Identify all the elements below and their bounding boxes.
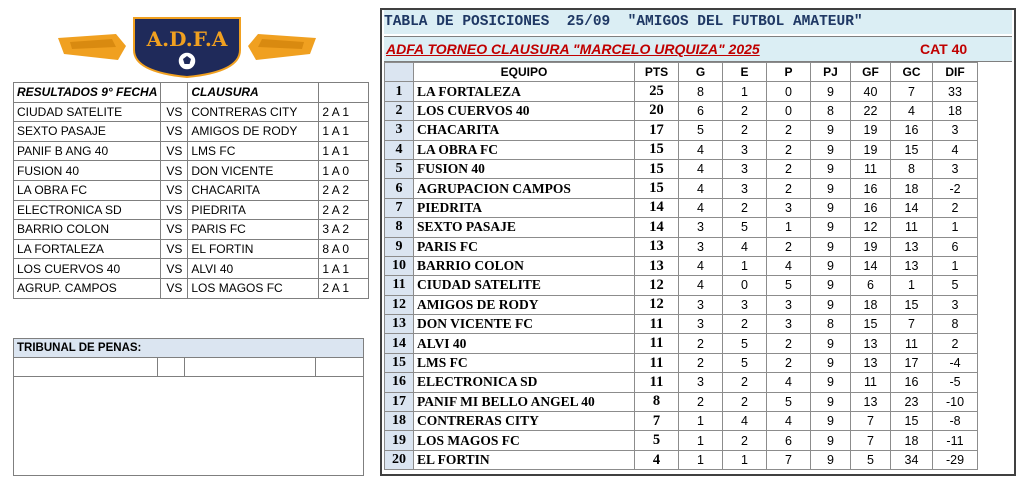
standing-team: EL FORTIN <box>414 450 635 469</box>
standing-position: 6 <box>385 179 414 198</box>
standing-position: 16 <box>385 373 414 392</box>
standing-drawn: 1 <box>723 82 767 101</box>
result-home-team: SEXTO PASAJE <box>14 122 161 142</box>
standing-drawn: 1 <box>723 256 767 275</box>
result-away-team: CHACARITA <box>188 180 319 200</box>
standing-goal-diff: 5 <box>933 276 978 295</box>
standing-row <box>385 431 978 450</box>
standing-position: 8 <box>385 218 414 237</box>
standing-played: 9 <box>811 373 851 392</box>
standing-team: FUSION 40 <box>414 159 635 178</box>
standing-drawn: 3 <box>723 179 767 198</box>
result-row <box>14 239 369 259</box>
standing-goal-diff: 2 <box>933 198 978 217</box>
standing-played: 9 <box>811 256 851 275</box>
standing-played: 8 <box>811 315 851 334</box>
result-home-team: PANIF B ANG 40 <box>14 141 161 161</box>
standing-row <box>385 353 978 372</box>
standing-lost: 7 <box>767 450 811 469</box>
result-away-team: PARIS FC <box>188 220 319 240</box>
standing-position: 10 <box>385 256 414 275</box>
standing-points: 15 <box>635 140 679 159</box>
standing-goals-for: 11 <box>851 373 891 392</box>
standing-drawn: 2 <box>723 315 767 334</box>
result-score: 1 A 0 <box>319 161 369 181</box>
result-score: 8 A 0 <box>319 239 369 259</box>
result-vs: VS <box>161 141 188 161</box>
standing-lost: 3 <box>767 295 811 314</box>
result-away-team: AMIGOS DE RODY <box>188 122 319 142</box>
standing-row <box>385 82 978 101</box>
standing-played: 8 <box>811 101 851 120</box>
standing-goals-for: 13 <box>851 353 891 372</box>
tribunal-box <box>13 338 364 476</box>
standing-position: 17 <box>385 392 414 411</box>
standing-team: SEXTO PASAJE <box>414 218 635 237</box>
standing-goals-against: 14 <box>891 198 933 217</box>
standing-won: 2 <box>679 353 723 372</box>
result-away-team: DON VICENTE <box>188 161 319 181</box>
standing-played: 9 <box>811 431 851 450</box>
standing-goals-against: 7 <box>891 315 933 334</box>
standings-table <box>384 62 978 470</box>
standing-points: 15 <box>635 159 679 178</box>
standing-points: 12 <box>635 276 679 295</box>
standing-lost: 0 <box>767 101 811 120</box>
standing-team: PARIS FC <box>414 237 635 256</box>
col-header-p: P <box>767 63 811 82</box>
standing-position: 14 <box>385 334 414 353</box>
standing-goals-for: 6 <box>851 276 891 295</box>
standing-goals-against: 18 <box>891 179 933 198</box>
standing-lost: 3 <box>767 198 811 217</box>
result-score: 3 A 2 <box>319 220 369 240</box>
standing-team: AGRUPACION CAMPOS <box>414 179 635 198</box>
standing-goals-for: 14 <box>851 256 891 275</box>
standing-drawn: 1 <box>723 450 767 469</box>
standing-drawn: 5 <box>723 218 767 237</box>
standing-position: 13 <box>385 315 414 334</box>
standing-goals-against: 34 <box>891 450 933 469</box>
standing-won: 5 <box>679 121 723 140</box>
standing-points: 13 <box>635 256 679 275</box>
standing-played: 9 <box>811 179 851 198</box>
standing-row <box>385 295 978 314</box>
standing-team: AMIGOS DE RODY <box>414 295 635 314</box>
standing-position: 15 <box>385 353 414 372</box>
standing-team: LA OBRA FC <box>414 140 635 159</box>
standing-lost: 6 <box>767 431 811 450</box>
standing-points: 13 <box>635 237 679 256</box>
result-score: 2 A 1 <box>319 278 369 298</box>
tribunal-row <box>14 358 363 377</box>
standings-title <box>384 10 1012 34</box>
standing-row <box>385 121 978 140</box>
result-vs: VS <box>161 161 188 181</box>
standing-lost: 2 <box>767 140 811 159</box>
col-header-pj: PJ <box>811 63 851 82</box>
standing-row <box>385 412 978 431</box>
standing-lost: 4 <box>767 373 811 392</box>
results-header-row <box>14 83 369 103</box>
standing-won: 3 <box>679 315 723 334</box>
results-tournament-title: CLAUSURA <box>188 83 319 103</box>
result-row <box>14 200 369 220</box>
standing-row <box>385 392 978 411</box>
standing-lost: 5 <box>767 392 811 411</box>
standing-team: ELECTRONICA SD <box>414 373 635 392</box>
standing-goals-for: 12 <box>851 218 891 237</box>
standing-team: LA FORTALEZA <box>414 82 635 101</box>
standing-goals-against: 18 <box>891 431 933 450</box>
standing-position: 9 <box>385 237 414 256</box>
standing-position: 12 <box>385 295 414 314</box>
standing-row <box>385 315 978 334</box>
standing-points: 20 <box>635 101 679 120</box>
result-away-team: LMS FC <box>188 141 319 161</box>
standing-goal-diff: 1 <box>933 256 978 275</box>
result-vs: VS <box>161 239 188 259</box>
standing-goals-against: 16 <box>891 373 933 392</box>
col-header-equipo: EQUIPO <box>414 63 635 82</box>
tournament-subtitle: ADFA TORNEO CLAUSURA "MARCELO URQUIZA" 2025 <box>386 41 760 57</box>
result-away-team: CONTRERAS CITY <box>188 102 319 122</box>
col-header-gf: GF <box>851 63 891 82</box>
standing-won: 6 <box>679 101 723 120</box>
standings-title-date: TABLA DE POSICIONES 25/09 <box>384 14 611 30</box>
standing-goals-for: 19 <box>851 121 891 140</box>
standing-drawn: 2 <box>723 392 767 411</box>
standing-row <box>385 179 978 198</box>
standing-lost: 4 <box>767 256 811 275</box>
standing-lost: 5 <box>767 276 811 295</box>
standing-drawn: 2 <box>723 198 767 217</box>
standing-won: 3 <box>679 237 723 256</box>
result-score: 2 A 1 <box>319 102 369 122</box>
standing-points: 5 <box>635 431 679 450</box>
result-row <box>14 278 369 298</box>
col-header-e: E <box>723 63 767 82</box>
standing-drawn: 3 <box>723 140 767 159</box>
col-header-pts: PTS <box>635 63 679 82</box>
standing-goals-against: 15 <box>891 412 933 431</box>
standing-position: 11 <box>385 276 414 295</box>
standing-goals-for: 13 <box>851 392 891 411</box>
standing-goals-for: 7 <box>851 412 891 431</box>
result-row <box>14 102 369 122</box>
standing-played: 9 <box>811 140 851 159</box>
col-header-gc: GC <box>891 63 933 82</box>
result-home-team: LA FORTALEZA <box>14 239 161 259</box>
standing-goal-diff: 2 <box>933 334 978 353</box>
standing-position: 4 <box>385 140 414 159</box>
result-row <box>14 220 369 240</box>
standing-lost: 0 <box>767 82 811 101</box>
result-away-team: LOS MAGOS FC <box>188 278 319 298</box>
standing-points: 15 <box>635 179 679 198</box>
result-away-team: EL FORTIN <box>188 239 319 259</box>
standing-points: 12 <box>635 295 679 314</box>
standings-header-row <box>385 63 978 82</box>
standing-goals-for: 18 <box>851 295 891 314</box>
standing-position: 3 <box>385 121 414 140</box>
result-home-team: ELECTRONICA SD <box>14 200 161 220</box>
standing-goals-against: 23 <box>891 392 933 411</box>
standing-lost: 2 <box>767 121 811 140</box>
standing-drawn: 4 <box>723 412 767 431</box>
result-row <box>14 122 369 142</box>
standing-goal-diff: -11 <box>933 431 978 450</box>
standing-won: 4 <box>679 179 723 198</box>
standing-team: CHACARITA <box>414 121 635 140</box>
result-home-team: BARRIO COLON <box>14 220 161 240</box>
standing-goals-for: 40 <box>851 82 891 101</box>
result-away-team: PIEDRITA <box>188 200 319 220</box>
standing-drawn: 3 <box>723 295 767 314</box>
result-vs: VS <box>161 200 188 220</box>
standing-played: 9 <box>811 276 851 295</box>
standing-goals-for: 11 <box>851 159 891 178</box>
standing-won: 1 <box>679 431 723 450</box>
result-vs: VS <box>161 102 188 122</box>
standing-drawn: 5 <box>723 353 767 372</box>
tribunal-title: TRIBUNAL DE PENAS: <box>14 339 363 358</box>
standing-goals-against: 7 <box>891 82 933 101</box>
standing-played: 9 <box>811 237 851 256</box>
standing-position: 2 <box>385 101 414 120</box>
standing-goals-for: 15 <box>851 315 891 334</box>
standing-won: 1 <box>679 412 723 431</box>
standing-row <box>385 101 978 120</box>
standing-goal-diff: 3 <box>933 295 978 314</box>
standing-goal-diff: 3 <box>933 159 978 178</box>
standing-points: 14 <box>635 218 679 237</box>
standing-goals-against: 15 <box>891 140 933 159</box>
standings-subtitle-bar <box>384 36 1012 62</box>
standing-won: 3 <box>679 373 723 392</box>
standing-points: 7 <box>635 412 679 431</box>
standing-points: 11 <box>635 353 679 372</box>
standing-goals-for: 5 <box>851 450 891 469</box>
standing-won: 4 <box>679 140 723 159</box>
standing-won: 1 <box>679 450 723 469</box>
result-score: 2 A 2 <box>319 200 369 220</box>
standing-position: 19 <box>385 431 414 450</box>
standing-team: DON VICENTE FC <box>414 315 635 334</box>
standing-goals-for: 16 <box>851 198 891 217</box>
standing-played: 9 <box>811 412 851 431</box>
standing-team: LOS MAGOS FC <box>414 431 635 450</box>
standing-goals-against: 4 <box>891 101 933 120</box>
result-score: 1 A 1 <box>319 122 369 142</box>
category-label: CAT 40 <box>920 41 968 57</box>
standing-drawn: 5 <box>723 334 767 353</box>
result-home-team: FUSION 40 <box>14 161 161 181</box>
standing-team: CIUDAD SATELITE <box>414 276 635 295</box>
result-vs: VS <box>161 278 188 298</box>
standing-position: 5 <box>385 159 414 178</box>
logo-letters: A.D.F.A <box>146 27 228 51</box>
standing-goals-against: 11 <box>891 218 933 237</box>
standing-goals-for: 22 <box>851 101 891 120</box>
standing-team: PANIF MI BELLO ANGEL 40 <box>414 392 635 411</box>
result-row <box>14 259 369 279</box>
standing-won: 4 <box>679 198 723 217</box>
standing-played: 9 <box>811 450 851 469</box>
standing-points: 8 <box>635 392 679 411</box>
result-vs: VS <box>161 259 188 279</box>
standing-lost: 3 <box>767 315 811 334</box>
adfa-logo <box>56 14 318 78</box>
standing-row <box>385 198 978 217</box>
standing-drawn: 2 <box>723 101 767 120</box>
standing-lost: 2 <box>767 179 811 198</box>
standing-points: 25 <box>635 82 679 101</box>
standing-position: 7 <box>385 198 414 217</box>
standing-row <box>385 276 978 295</box>
result-score: 1 A 1 <box>319 141 369 161</box>
standing-goal-diff: 33 <box>933 82 978 101</box>
standing-goal-diff: -5 <box>933 373 978 392</box>
standing-team: PIEDRITA <box>414 198 635 217</box>
standing-team: BARRIO COLON <box>414 256 635 275</box>
results-table <box>13 82 369 299</box>
standing-goal-diff: 18 <box>933 101 978 120</box>
standing-row <box>385 140 978 159</box>
standing-played: 9 <box>811 334 851 353</box>
standing-row <box>385 334 978 353</box>
standing-team: CONTRERAS CITY <box>414 412 635 431</box>
standing-lost: 2 <box>767 334 811 353</box>
standing-row <box>385 373 978 392</box>
standing-team: LOS CUERVOS 40 <box>414 101 635 120</box>
standing-goal-diff: 3 <box>933 121 978 140</box>
standing-won: 2 <box>679 392 723 411</box>
standing-goal-diff: 8 <box>933 315 978 334</box>
standing-won: 8 <box>679 82 723 101</box>
standings-title-league: "AMIGOS DEL FUTBOL AMATEUR" <box>627 14 863 30</box>
standing-points: 4 <box>635 450 679 469</box>
standing-played: 9 <box>811 353 851 372</box>
standing-lost: 1 <box>767 218 811 237</box>
standing-lost: 2 <box>767 353 811 372</box>
standing-goal-diff: 1 <box>933 218 978 237</box>
standing-team: LMS FC <box>414 353 635 372</box>
standing-goal-diff: 4 <box>933 140 978 159</box>
standing-goals-against: 15 <box>891 295 933 314</box>
standing-goals-for: 13 <box>851 334 891 353</box>
standing-goals-against: 13 <box>891 237 933 256</box>
result-row <box>14 161 369 181</box>
standing-team: ALVI 40 <box>414 334 635 353</box>
col-header-g: G <box>679 63 723 82</box>
standing-goals-against: 17 <box>891 353 933 372</box>
standing-goal-diff: 6 <box>933 237 978 256</box>
standing-lost: 2 <box>767 159 811 178</box>
standing-row <box>385 218 978 237</box>
standing-goal-diff: -4 <box>933 353 978 372</box>
standing-played: 9 <box>811 82 851 101</box>
standing-won: 4 <box>679 256 723 275</box>
result-away-team: ALVI 40 <box>188 259 319 279</box>
standing-played: 9 <box>811 218 851 237</box>
standing-goals-for: 16 <box>851 179 891 198</box>
col-header-dif: DIF <box>933 63 978 82</box>
standing-goal-diff: -8 <box>933 412 978 431</box>
standing-drawn: 0 <box>723 276 767 295</box>
standing-row <box>385 159 978 178</box>
standing-goal-diff: -2 <box>933 179 978 198</box>
standing-drawn: 4 <box>723 237 767 256</box>
standing-row <box>385 450 978 469</box>
standing-drawn: 2 <box>723 431 767 450</box>
result-vs: VS <box>161 122 188 142</box>
standing-goals-for: 7 <box>851 431 891 450</box>
standing-goals-for: 19 <box>851 140 891 159</box>
standing-won: 2 <box>679 334 723 353</box>
standing-points: 11 <box>635 334 679 353</box>
standing-drawn: 2 <box>723 373 767 392</box>
standing-goal-diff: -29 <box>933 450 978 469</box>
result-home-team: LA OBRA FC <box>14 180 161 200</box>
standing-won: 3 <box>679 218 723 237</box>
standing-position: 20 <box>385 450 414 469</box>
results-round-title: RESULTADOS 9° FECHA <box>14 83 161 103</box>
standing-position: 18 <box>385 412 414 431</box>
standing-played: 9 <box>811 295 851 314</box>
standing-points: 11 <box>635 373 679 392</box>
result-score: 1 A 1 <box>319 259 369 279</box>
standing-drawn: 2 <box>723 121 767 140</box>
standing-row <box>385 237 978 256</box>
standing-points: 11 <box>635 315 679 334</box>
standing-drawn: 3 <box>723 159 767 178</box>
result-home-team: AGRUP. CAMPOS <box>14 278 161 298</box>
standing-position: 1 <box>385 82 414 101</box>
standing-row <box>385 256 978 275</box>
result-home-team: CIUDAD SATELITE <box>14 102 161 122</box>
result-home-team: LOS CUERVOS 40 <box>14 259 161 279</box>
result-row <box>14 180 369 200</box>
standing-points: 14 <box>635 198 679 217</box>
standing-lost: 4 <box>767 412 811 431</box>
standing-lost: 2 <box>767 237 811 256</box>
standing-points: 17 <box>635 121 679 140</box>
result-vs: VS <box>161 180 188 200</box>
standing-goal-diff: -10 <box>933 392 978 411</box>
standing-goals-against: 8 <box>891 159 933 178</box>
standing-goals-against: 1 <box>891 276 933 295</box>
standing-goals-against: 13 <box>891 256 933 275</box>
standing-played: 9 <box>811 392 851 411</box>
standing-won: 4 <box>679 276 723 295</box>
standing-played: 9 <box>811 121 851 140</box>
result-score: 2 A 2 <box>319 180 369 200</box>
result-vs: VS <box>161 220 188 240</box>
standing-played: 9 <box>811 198 851 217</box>
standing-goals-against: 11 <box>891 334 933 353</box>
standing-played: 9 <box>811 159 851 178</box>
standing-won: 3 <box>679 295 723 314</box>
standing-goals-against: 16 <box>891 121 933 140</box>
standing-won: 4 <box>679 159 723 178</box>
standing-goals-for: 19 <box>851 237 891 256</box>
result-row <box>14 141 369 161</box>
